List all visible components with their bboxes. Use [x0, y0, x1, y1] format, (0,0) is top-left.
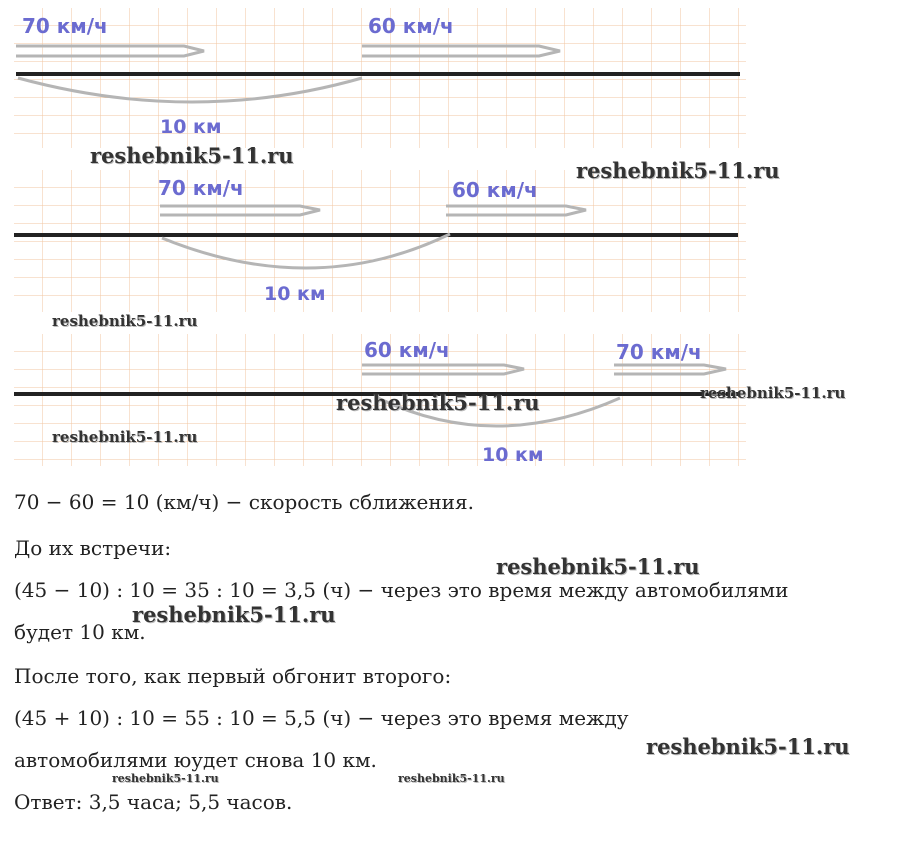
- watermark: reshebnik5-11.ru: [496, 554, 700, 579]
- speed-label-right: 60 км/ч: [452, 178, 538, 202]
- watermark: reshebnik5-11.ru: [90, 143, 294, 168]
- speed-label-left: 60 км/ч: [364, 338, 450, 362]
- watermark: reshebnik5-11.ru: [52, 312, 198, 330]
- distance-label: 10 км: [264, 283, 326, 305]
- diagram-2-drawing: [14, 170, 746, 312]
- text-line-5: После того, как первый обгонит второго:: [14, 664, 452, 688]
- distance-label: 10 км: [482, 444, 544, 466]
- answer-line: Ответ: 3,5 часа; 5,5 часов.: [14, 790, 293, 814]
- speed-label-right: 60 км/ч: [368, 14, 454, 38]
- distance-label: 10 км: [160, 116, 222, 138]
- text-line-1: 70 − 60 = 10 (км/ч) − скорость сближения.: [14, 490, 474, 514]
- diagram-1: [14, 8, 746, 148]
- speed-label-left: 70 км/ч: [22, 14, 108, 38]
- watermark: reshebnik5-11.ru: [398, 772, 505, 785]
- speed-label-left: 70 км/ч: [158, 176, 244, 200]
- watermark: reshebnik5-11.ru: [52, 428, 198, 446]
- text-line-4: будет 10 км.: [14, 620, 146, 644]
- watermark: reshebnik5-11.ru: [576, 158, 780, 183]
- text-line-6: (45 + 10) : 10 = 55 : 10 = 5,5 (ч) − через это время между: [14, 706, 629, 730]
- watermark: reshebnik5-11.ru: [700, 384, 846, 402]
- diagram-2: [14, 170, 746, 312]
- watermark: reshebnik5-11.ru: [112, 772, 219, 785]
- watermark: reshebnik5-11.ru: [646, 734, 850, 759]
- text-line-7: автомобилями юудет снова 10 км.: [14, 748, 377, 772]
- watermark: reshebnik5-11.ru: [336, 390, 540, 415]
- text-line-3: (45 − 10) : 10 = 35 : 10 = 3,5 (ч) − через это время между автомобилями: [14, 578, 789, 602]
- watermark: reshebnik5-11.ru: [132, 602, 336, 627]
- speed-label-right: 70 км/ч: [616, 340, 702, 364]
- text-line-2: До их встречи:: [14, 536, 172, 560]
